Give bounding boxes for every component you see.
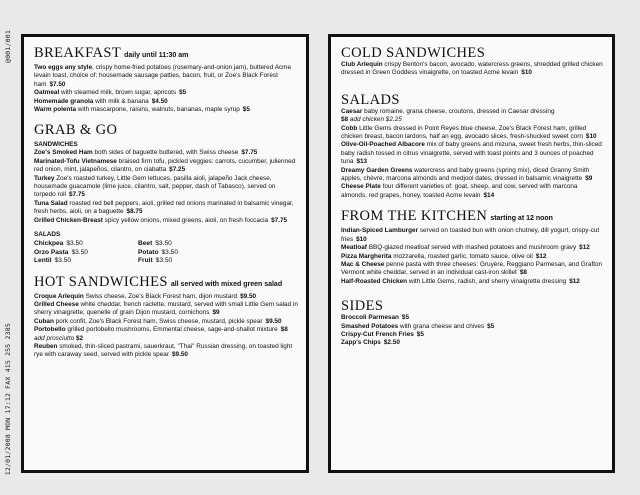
salad-entry: Chickpea $3.50 — [34, 240, 83, 248]
salad-entry: Lentil $3.50 — [34, 257, 72, 265]
fax-header-strip — [0, 0, 16, 495]
salad-entry: Fruit $3.50 — [138, 257, 173, 265]
salad-entry: Orzo Pasta $3.50 — [34, 248, 88, 256]
menu-item: Tuna Salad roasted red bell peppers, aioli, grilled red onions marinated in balsamic vinegar, fresh herbs, aioli, on a baguette $8.75 — [34, 199, 294, 216]
menu-item: Turkey Zoe's roasted turkey, Little Gem lettuces, pasilla aioli, jalapeño Jack cheese, housemade guacamole (lime juice, cilantro, salt, pepper, dash of Tabasco), served on torpedo roll $7.75 — [34, 174, 276, 199]
menu-item: Smashed Potatoes with grana cheese and chives $5 — [341, 322, 495, 330]
fax-transmission-line: 12/01/2008 MON 17:12 FAX 415 255 2385 — [4, 322, 12, 475]
menu-item: Grilled Cheese white cheddar, french raclette, mustard, served with small Little Gem salad in sherry vinaigrette, quenelle of grain Dijon mustard, cornichons $9 — [34, 301, 298, 317]
menu-item: Zapp's Chips $2.50 — [341, 339, 400, 347]
menu-item: Grilled Chicken-Breast spicy yellow onions, mixed greens, aioli, on fresh foccacia $7.75 — [34, 216, 288, 224]
menu-item: Indian-Spiced Lamburger served on toasted bun with onion chutney, dill yogurt, crispy-cut fries $10 — [341, 227, 600, 243]
menu-item: Mac & Cheese penne pasta with three cheeses: Gruyère, Reggiano Parmesan, and Grafton Vermont white cheddar, served in an individual cast-iron skillet $8 — [341, 260, 603, 277]
menu-item: Cuban pork confit, Zoe's Black Forest ham, Swiss cheese, mustard, pickle spear $9.50 — [34, 317, 282, 325]
menu-left-panel — [21, 34, 309, 473]
menu-item: Reuben smoked, thin-sliced pastrami, sauerkraut, "Thai" Russian dressing, on toasted light rye with caraway seed, served with pickle spear $9.50 — [34, 343, 293, 359]
cold-sandwiches-heading: COLD SANDWICHES — [341, 45, 486, 61]
fax-page-code: @001/001 — [4, 30, 12, 63]
menu-item: Cheese Plate four different varieties of: goat, sheep, and cow, served with marcona almonds, red grapes, honey, toasted Acme levain $14 — [341, 183, 578, 199]
grab-sandwich-list — [34, 149, 298, 225]
menu-item: Pizza Margherita mozzarella, roasted garlic, tomato sauce, olive oil $12 — [341, 252, 547, 260]
sides-heading: SIDES — [341, 298, 384, 315]
menu-item: Half-Roasted Chicken with Little Gems, radish, and sherry vinaigrette dressing $12 — [341, 277, 580, 285]
menu-right-panel — [328, 34, 615, 473]
menu-item: Marinated-Tofu Vietnamese braised firm tofu, pickled veggies: carrots, cucumber, julienned red onion, mint, jalapeños, cilantro, on ciabatta $7.25 — [34, 157, 296, 174]
menu-item: Caesar baby romaine, grana cheese, croutons, dressed in Caesar dressing $8 add chicken $2.25 — [341, 107, 555, 124]
hot-sandwich-list — [34, 293, 298, 360]
menu-item: Dreamy Garden Greens watercress and baby greens (spring mix), diced Granny Smith apples, chèvre, marcona almonds and medjool dates, dressed in balsamic vinaigrette $9 — [341, 166, 593, 183]
menu-item: Club Arlequin crispy Benton's bacon, avocado, watercress greens, shredded grilled chicken dressed in Green Goddess vinaigrette, on toasted Acme levain $10 — [341, 61, 603, 77]
salad-list — [341, 108, 604, 200]
salad-entry: Beet $3.50 — [138, 240, 172, 248]
sandwiches-subheading: SANDWICHES — [34, 141, 78, 149]
menu-item: Crispy-Cut French Fries $5 — [341, 330, 424, 338]
menu-item: Olive-Oil-Poached Albacore mix of baby greens and mizuna, sweet fresh herbs, thin-sliced baby radish tossed in citrus vinaigrette, served with toast points and 3 ounces of poached tuna $13 — [341, 141, 602, 166]
menu-item: Meatloaf BBQ-glazed meatloaf served with mashed potatoes and mushroom gravy $12 — [341, 244, 590, 252]
salads-heading: SALADS — [341, 91, 400, 108]
side-salads-grid — [34, 240, 298, 266]
salads-subheading: SALADS — [34, 231, 61, 239]
menu-item: Two eggs any style, crispy home-fried potatoes (rosemary-and-onion jam), buttered Acme levain toast, choice of: housemade sausage patties, bacon, fruit, or Zoe's Black Forest ham $7.50 — [34, 64, 292, 88]
menu-item: Oatmeal with steamed milk, brown sugar, apricots $5 — [34, 89, 187, 97]
menu-item: Broccoli Parmesan $5 — [341, 314, 410, 322]
menu-item: Cobb Little Gems dressed in Point Reyes blue cheese, Zoe's Black Forest ham, grilled chicken breast, bacon lardons, half an egg, avocado slices, fresh-shucked sweet corn $10 — [341, 124, 597, 141]
breakfast-heading: BREAKFAST daily until 11:30 am — [34, 45, 189, 61]
cold-sandwich-list — [341, 61, 604, 78]
menu-item: Zoe's Smoked Ham both sides of baguette buttered, with Swiss cheese $7.75 — [34, 149, 258, 157]
hot-sandwiches-heading: HOT SANDWICHES all served with mixed green salad — [34, 273, 283, 290]
menu-item: Croque Arlequin Swiss cheese, Zoe's Black Forest ham, dijon mustard $9.50 — [34, 292, 257, 300]
kitchen-list — [341, 227, 604, 286]
sides-list — [341, 314, 604, 348]
grab-and-go-heading: GRAB & GO — [34, 122, 118, 139]
kitchen-heading: FROM THE KITCHEN starting at 12 noon — [341, 208, 553, 225]
breakfast-list — [34, 64, 298, 114]
salad-entry: Potato $3.50 — [138, 248, 179, 256]
menu-item: Warm polenta with mascarpone, raisins, walnuts, bananas, maple syrup $5 — [34, 106, 250, 114]
menu-item: Portobello grilled portobello mushrooms, Emmental cheese, sage-and-shallot mixture $8 add prosciutto $2 — [34, 326, 288, 342]
menu-item: Homemade granola with milk & banana $4.50 — [34, 97, 168, 105]
